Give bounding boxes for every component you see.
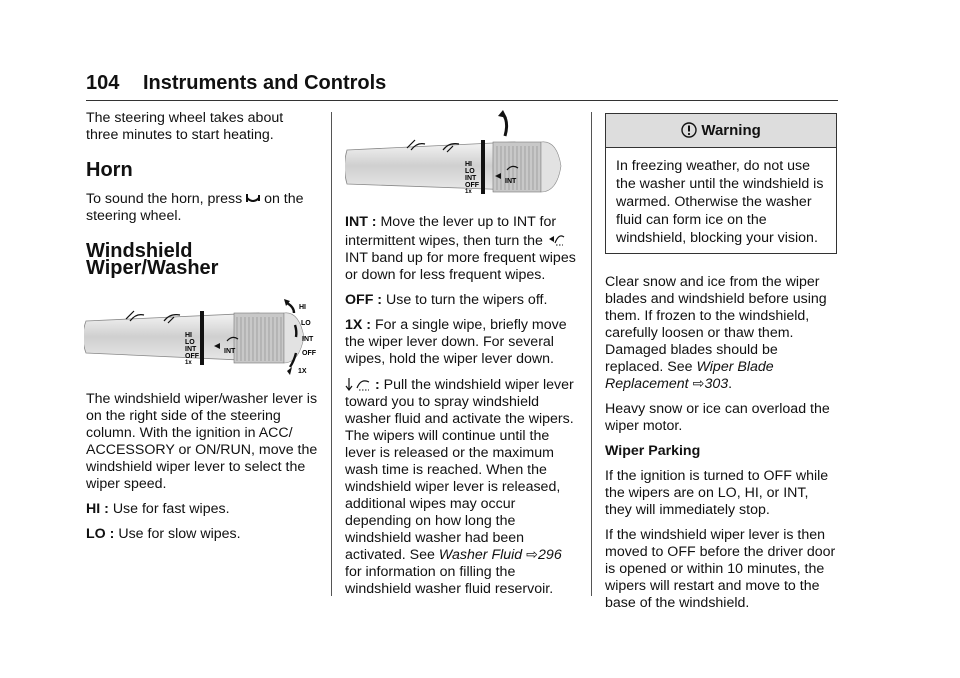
warning-icon xyxy=(681,122,697,138)
header-rule xyxy=(86,100,838,101)
horn-heading: Horn xyxy=(86,159,133,181)
washer-label: : xyxy=(374,377,380,393)
1x-label: 1X : xyxy=(345,317,372,333)
clear-snow-text: Clear snow and ice from the wiper blades and windshield before using them. If frozen to the windshield, carefully loosen or thaw them. Damaged blades should be replaced. See Wiper Blade Replacement ⇨303. xyxy=(605,274,827,392)
fig2-int-band: INT xyxy=(505,178,517,185)
wiper-blade-link[interactable]: Wiper Blade Replacement xyxy=(605,359,774,392)
horn-text xyxy=(86,191,318,225)
washer-fluid-link[interactable]: Washer Fluid xyxy=(438,547,523,563)
page-ref-icon: ⇨ xyxy=(692,376,705,392)
horn-text-post: on the steering wheel. xyxy=(86,191,304,224)
fig-side-hi: HI xyxy=(299,304,306,311)
fig-int-label: INT xyxy=(185,346,197,353)
washer-text: Pull the windshield wiper lever toward you to spray windshield washer fluid and activate the wipers. The wipers will continue until the lever is released or the maximum wash time is reached. When the windshield wiper lever is released, additional wipes may occur depending on how long the windshield washer had been activated. See xyxy=(345,377,574,563)
fig-int-band: INT xyxy=(224,348,236,355)
fig-hi-label: HI xyxy=(185,332,192,339)
column-divider xyxy=(591,112,592,596)
page-number: 104 xyxy=(86,72,120,94)
wiper-lever-figure-2 xyxy=(345,110,577,204)
hi-item xyxy=(86,501,318,518)
column-2 xyxy=(345,110,577,606)
off-label: OFF : xyxy=(345,292,383,308)
wiper-lever-figure xyxy=(84,291,324,383)
warning-title: Warning xyxy=(701,122,761,139)
int-item xyxy=(345,214,577,284)
washer-item xyxy=(345,376,577,598)
wiper-int-icon xyxy=(547,231,565,247)
fig-1x-label: 1x xyxy=(185,360,192,366)
int-text-b: INT band up for more frequent wipes or down for less frequent wipes. xyxy=(345,250,576,283)
page-ref-icon: ⇨ xyxy=(526,547,539,563)
fig-off-label: OFF xyxy=(185,353,199,360)
fig2-int-label: INT xyxy=(465,175,477,182)
column-divider xyxy=(331,112,332,596)
washer-icon xyxy=(345,376,371,392)
fig-side-off: OFF xyxy=(302,350,316,357)
hi-text: Use for fast wipes. xyxy=(112,501,230,517)
lo-text: Use for slow wipes. xyxy=(118,526,241,542)
heating-text: The steering wheel takes about three minutes to start heating. xyxy=(86,110,284,143)
hi-label: HI : xyxy=(86,501,109,517)
parking-text-1: If the ignition is turned to OFF while the wipers are on LO, HI, or INT, they will immediately stop. xyxy=(605,468,829,518)
wiper-description: The windshield wiper/washer lever is on the right side of the steering column. With the ignition in ACC/ ACCESSORY or ON/RUN, move the windshield wiper lever to select the wiper speed. xyxy=(86,391,318,492)
fig-side-lo: LO xyxy=(301,320,311,327)
fig-lo-label: LO xyxy=(185,339,195,346)
horn-icon xyxy=(246,192,260,204)
off-item xyxy=(345,292,577,309)
int-text-a: Move the lever up to INT for intermittent wipes, then turn the xyxy=(345,214,557,249)
parking-text-2: If the windshield wiper lever is then moved to OFF before the driver door is opened or within 10 minutes, the wipers will restart and move to the base of the windshield. xyxy=(605,527,836,611)
washer-tail: for information on filling the windshield washer fluid reservoir. xyxy=(345,564,554,597)
lo-item xyxy=(86,526,318,543)
fig-side-1x: 1X xyxy=(298,368,307,375)
fig2-off-label: OFF xyxy=(465,182,479,189)
wiper-heading: Windshield Wiper/Washer xyxy=(86,240,219,279)
column-1 xyxy=(86,110,318,551)
warning-box xyxy=(605,113,837,254)
column-3 xyxy=(605,110,837,620)
1x-item xyxy=(345,317,577,368)
section-title: Instruments and Controls xyxy=(142,72,387,94)
wiper-blade-page[interactable]: 303 xyxy=(704,376,729,392)
lo-label: LO : xyxy=(86,526,115,542)
fig2-hi-label: HI xyxy=(465,161,472,168)
warning-header xyxy=(606,114,836,148)
clear-snow-body: Clear snow and ice from the wiper blades and windshield before using them. If frozen to the windshield, carefully loosen or thaw them. Damaged blades should be replaced. See xyxy=(605,274,827,375)
int-label: INT : xyxy=(345,214,377,230)
fig2-1x-label: 1x xyxy=(465,189,472,195)
wiper-parking-heading: Wiper Parking xyxy=(605,443,701,459)
horn-text-pre: To sound the horn, press xyxy=(86,191,243,207)
washer-fluid-page[interactable]: 296 xyxy=(538,547,562,563)
warning-body: In freezing weather, do not use the washer until the windshield is warmed. Otherwise the washer fluid can form ice on the windshield, blocking your vision. xyxy=(616,158,824,246)
fig-side-int: INT xyxy=(302,336,314,343)
overload-text: Heavy snow or ice can overload the wiper motor. xyxy=(605,401,830,434)
page-header xyxy=(86,72,386,95)
off-text: Use to turn the wipers off. xyxy=(386,292,548,308)
fig2-lo-label: LO xyxy=(465,168,475,175)
1x-text: For a single wipe, briefly move the wiper lever down. For several wipes, hold the wiper lever down. xyxy=(345,317,567,367)
